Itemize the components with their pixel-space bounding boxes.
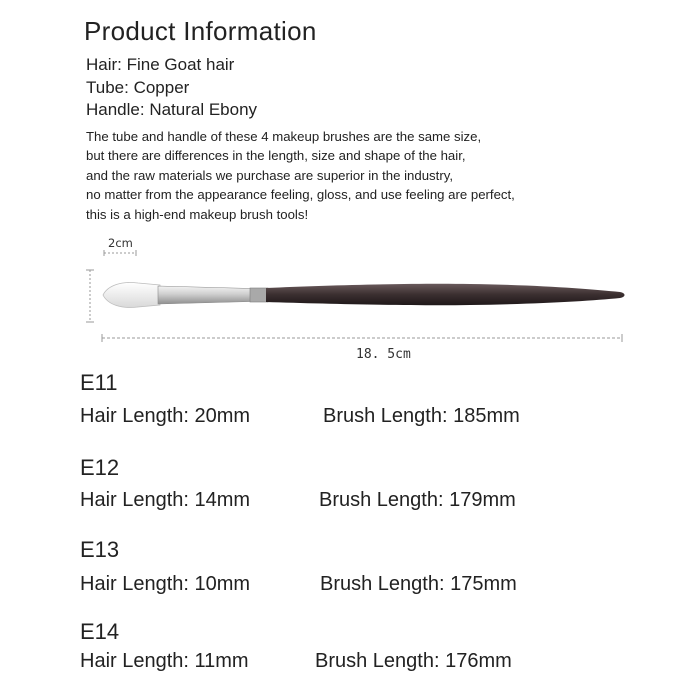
brush-illustration xyxy=(0,228,700,368)
brush-handle xyxy=(266,284,625,306)
description-line: no matter from the appearance feeling, gloss, and use feeling are perfect, xyxy=(86,187,515,203)
hair-length: Hair Length: 14mm xyxy=(80,489,251,511)
brush-length: Brush Length: 175mm xyxy=(320,573,517,595)
brush-length: Brush Length: 179mm xyxy=(319,489,516,511)
description-line: this is a high-end makeup brush tools! xyxy=(86,206,309,222)
spec-handle: Handle: Natural Ebony xyxy=(86,100,258,119)
brush-ferrule xyxy=(158,286,252,304)
description-line: The tube and handle of these 4 makeup brushes are the same size, xyxy=(86,129,482,144)
model-name: E12 xyxy=(80,455,120,480)
total-length-label: 18. 5cm xyxy=(356,347,411,362)
page-title: Product Information xyxy=(84,16,317,46)
description-line: and the raw materials we purchase are superior in the industry, xyxy=(86,167,453,183)
model-name: E11 xyxy=(80,370,118,395)
hair-length: Hair Length: 10mm xyxy=(80,573,251,595)
hair-length: Hair Length: 11mm xyxy=(80,650,249,672)
brush-length: Brush Length: 185mm xyxy=(323,405,520,427)
spec-tube: Tube: Copper xyxy=(86,78,190,97)
description-line: but there are differences in the length, size and shape of the hair, xyxy=(86,148,466,164)
hair-length: Hair Length: 20mm xyxy=(80,405,251,427)
model-name: E14 xyxy=(80,619,120,644)
product-description xyxy=(86,127,646,224)
spec-hair: Hair: Fine Goat hair xyxy=(86,55,235,74)
model-name: E13 xyxy=(80,537,120,562)
brush-bristles xyxy=(103,283,160,308)
head-width-label: 2cm xyxy=(108,236,133,250)
brush-length: Brush Length: 176mm xyxy=(315,650,512,672)
